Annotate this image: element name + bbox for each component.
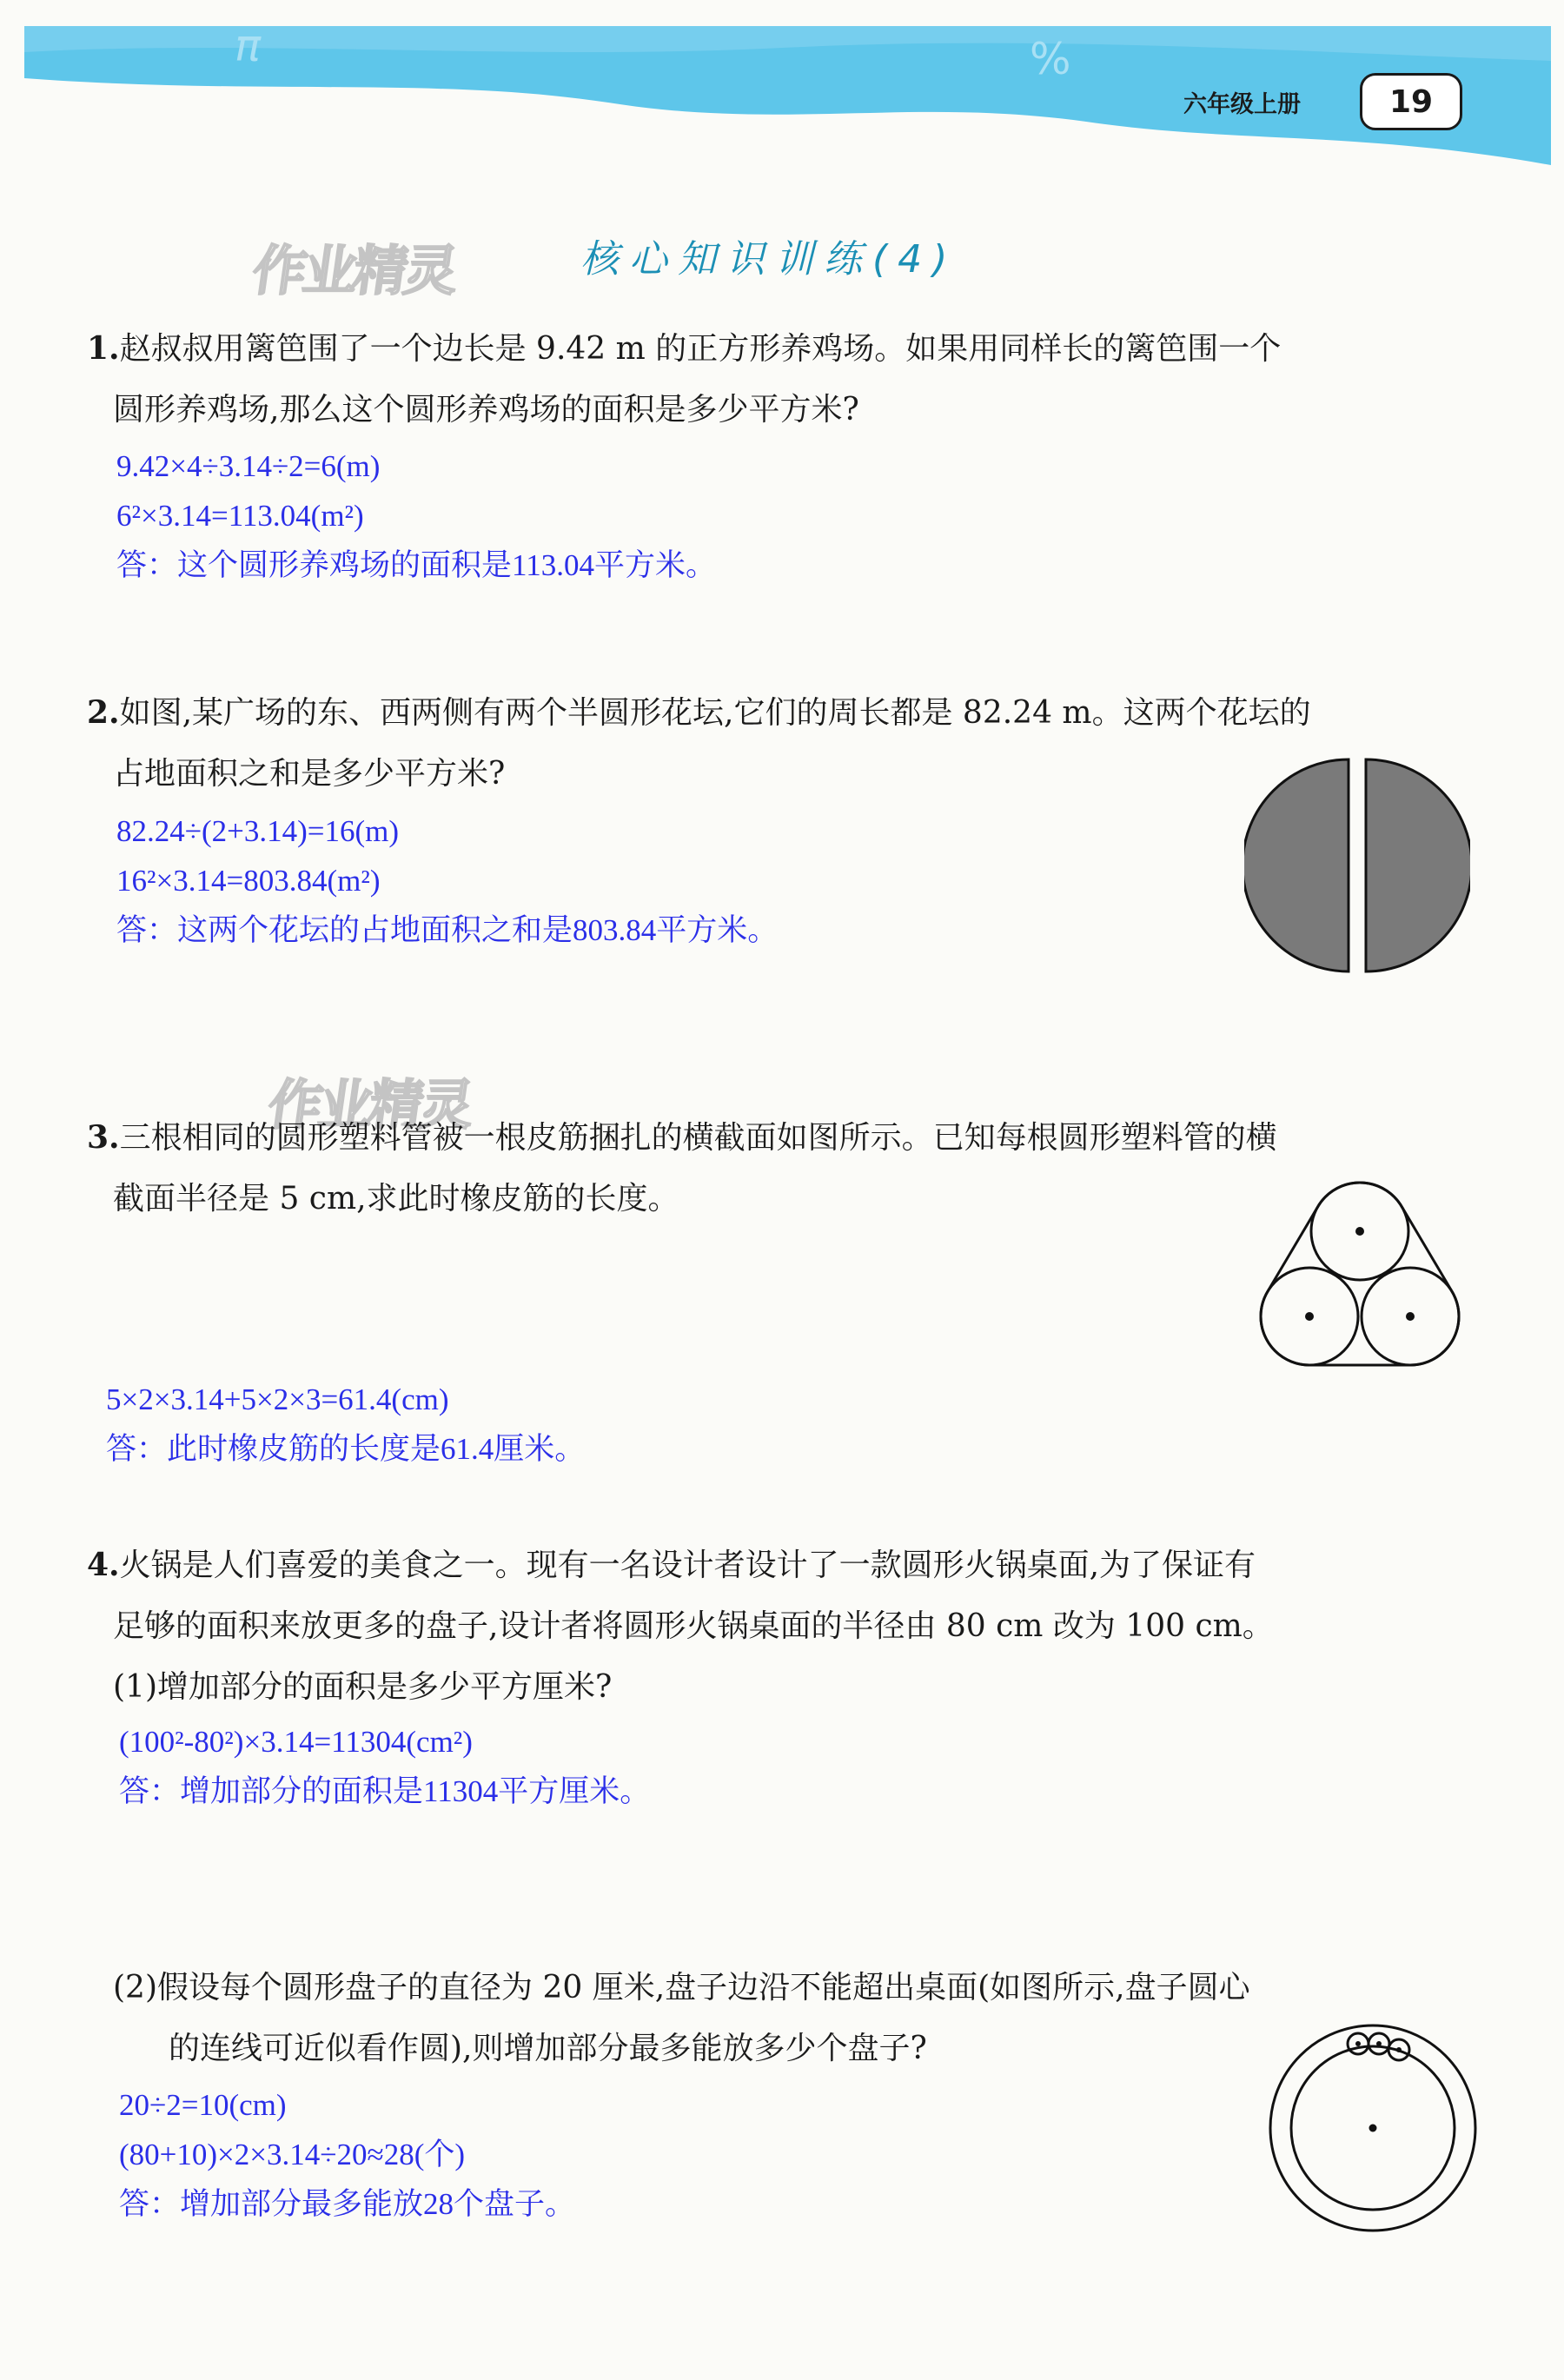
question-1	[87, 318, 1477, 441]
question-4	[87, 1535, 1477, 1718]
question-text: 截面半径是 5 cm,求此时橡皮筋的长度。	[113, 1181, 679, 1217]
section-title: 核心知识训练(4)	[580, 237, 958, 282]
three-pipes-figure	[1251, 1177, 1468, 1377]
question-text: 赵叔叔用篱笆围了一个边长是 9.42 m 的正方形养鸡场。如果用同样长的篱笆围一个	[119, 331, 1282, 367]
question-text: (2)假设每个圆形盘子的直径为 20 厘米,盘子边沿不能超出桌面(如图所示,盘子圆心	[113, 1970, 1250, 2005]
answer-line: 82.24÷(2+3.14)=16(m)	[116, 814, 400, 848]
flowerbed-semicircles-figure	[1244, 752, 1470, 978]
answer-4-1	[119, 1717, 650, 1816]
page-number: 19	[1360, 73, 1462, 130]
question-text: 如图,某广场的东、西两侧有两个半圆形花坛,它们的周长都是 82.24 m。这两个花坛的	[119, 695, 1311, 731]
answer-line: (80+10)×2×3.14÷20≈28(个)	[119, 2138, 466, 2171]
question-number: 4.	[87, 1547, 120, 1583]
answer-line: 9.42×4÷3.14÷2=6(m)	[116, 449, 381, 483]
hotpot-table-figure	[1269, 2023, 1477, 2233]
answer-line: 答：这个圆形养鸡场的面积是113.04平方米。	[116, 548, 716, 582]
answer-line: 答：增加部分最多能放28个盘子。	[119, 2187, 576, 2221]
question-number: 1.	[87, 330, 120, 367]
answer-4-2	[119, 2080, 575, 2229]
answer-line: 答：增加部分的面积是11304平方厘米。	[119, 1774, 651, 1808]
question-number: 3.	[87, 1119, 120, 1156]
svg-text:%: %	[1030, 34, 1071, 84]
answer-2	[116, 806, 778, 955]
svg-text:π: π	[235, 21, 262, 71]
header-banner	[0, 0, 1564, 165]
answer-line: 5×2×3.14+5×2×3=61.4(cm)	[106, 1382, 449, 1416]
answer-line: 20÷2=10(cm)	[119, 2088, 287, 2122]
question-text: 三根相同的圆形塑料管被一根皮筋捆扎的横截面如图所示。已知每根圆形塑料管的横	[119, 1120, 1277, 1156]
answer-3	[106, 1375, 585, 1474]
answer-line: (100²-80²)×3.14=11304(cm²)	[119, 1725, 473, 1759]
answer-line: 16²×3.14=803.84(m²)	[116, 864, 381, 898]
question-text: 占地面积之和是多少平方米?	[113, 756, 506, 792]
answer-line: 答：此时橡皮筋的长度是61.4厘米。	[106, 1432, 586, 1466]
question-number: 2.	[87, 694, 120, 731]
question-text: 火锅是人们喜爱的美食之一。现有一名设计者设计了一款圆形火锅桌面,为了保证有	[119, 1548, 1256, 1583]
grade-label: 六年级上册	[1183, 91, 1301, 118]
answer-line: 6²×3.14=113.04(m²)	[116, 499, 364, 533]
question-text: 圆形养鸡场,那么这个圆形养鸡场的面积是多少平方米?	[113, 392, 859, 428]
question-text: 足够的面积来放更多的盘子,设计者将圆形火锅桌面的半径由 80 cm 改为 100 cm。	[113, 1608, 1274, 1644]
answer-line: 答：这两个花坛的占地面积之和是803.84平方米。	[116, 913, 779, 947]
question-part-1: (1)增加部分的面积是多少平方厘米?	[113, 1669, 613, 1705]
watermark-logo: 作业精灵	[264, 1073, 475, 1137]
watermark-logo: 作业精灵	[249, 239, 460, 302]
answer-1	[116, 441, 716, 590]
question-text: 的连线可近似看作圆),则增加部分最多能放多少个盘子?	[169, 2031, 927, 2066]
